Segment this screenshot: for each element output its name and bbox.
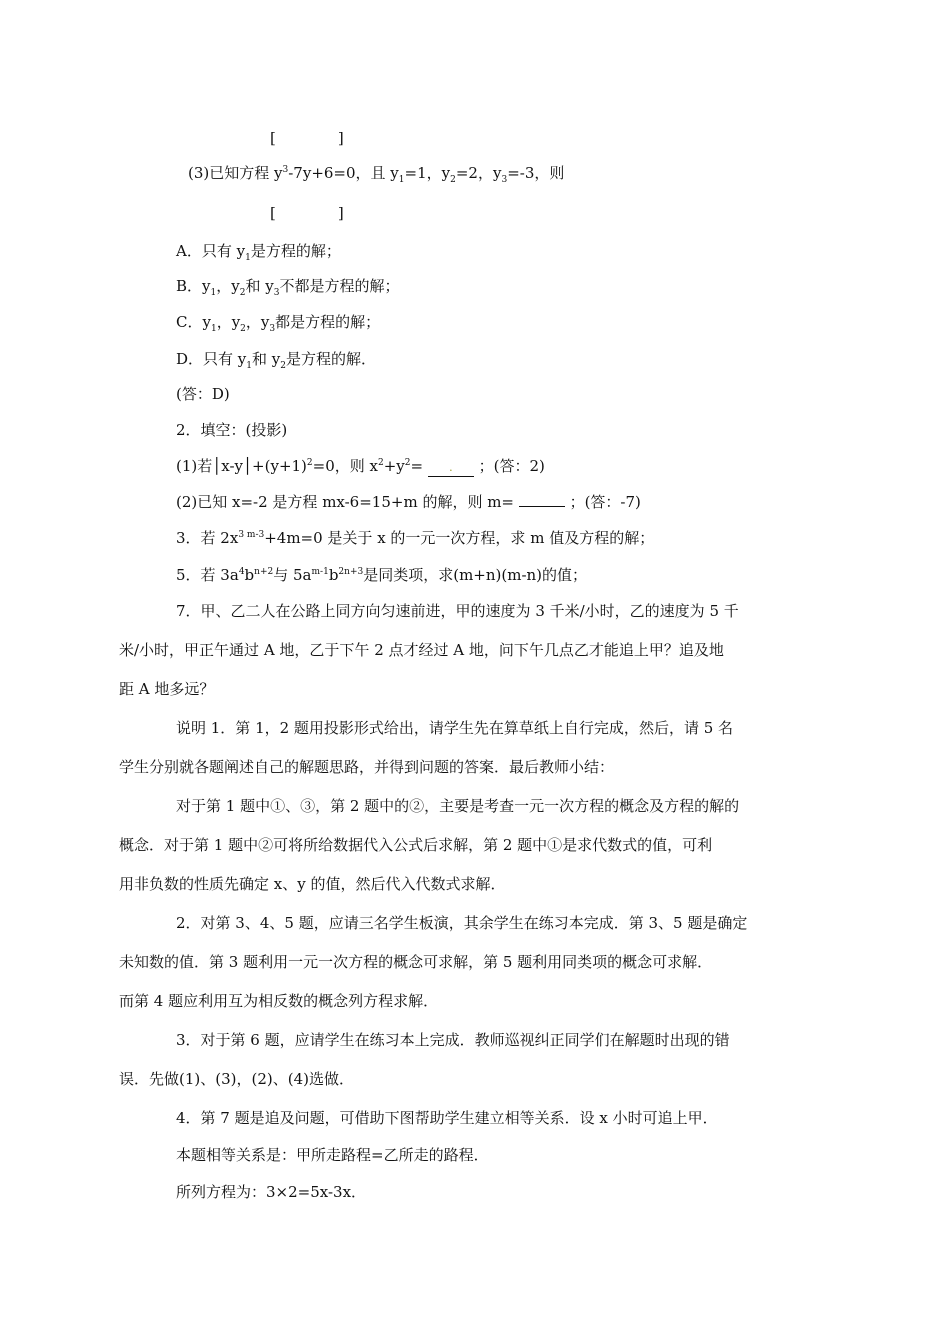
question-3b: 3．若 $2x^{3 m-3}+4m=0$ 是关于 x 的一元一次方程，求 m 值及方程的解； bbox=[176, 529, 655, 547]
option-b: B．$y_1$，$y_2$和 $y_3$不都是方程的解； bbox=[176, 277, 400, 298]
note-line-11: 4．第 7 题是追及问题，可借助下图帮助学生建立相等关系．设 x 小时可追上甲． bbox=[176, 1109, 718, 1127]
bracket-close: ] bbox=[337, 129, 344, 147]
note-line-7: 未知数的值．第 3 题利用一元一次方程的概念可求解，第 5 题利用同类项的概念可求解． bbox=[119, 953, 713, 971]
question-2-title: 2．填空：(投影) bbox=[176, 421, 288, 439]
answer-1: (答：D) bbox=[176, 385, 230, 403]
question-2-2: (2)已知 x=-2 是方程 mx-6=15+m 的解，则 m= ；(答：-7) bbox=[176, 493, 641, 511]
note-line-12: 本题相等关系是：甲所走路程=乙所走的路程． bbox=[176, 1146, 489, 1164]
note-line-4: 概念．对于第 1 题中②可将所给数据代入公式后求解，第 2 题中①是求代数式的值，可利 bbox=[119, 836, 713, 854]
fill-blank-1: . bbox=[428, 458, 474, 477]
question-7-line-2: 米/小时，甲正午通过 A 地，乙于下午 2 点才经过 A 地，问下午几点乙才能追上甲？追及地 bbox=[119, 641, 724, 659]
question-3-stem: (3)已知方程 $y^3-7y+6=0$，且 $y_1=1$，$y_2=2$，$y_3=-3$，则 bbox=[188, 164, 565, 185]
question-7-line-3: 距 A 地多远？ bbox=[119, 680, 215, 698]
answer-bracket-2: [ ] bbox=[270, 204, 344, 222]
note-line-1: 说明 1．第 1，2 题用投影形式给出，请学生先在算草纸上自行完成，然后，请 5 名 bbox=[176, 719, 734, 737]
note-line-6: 2．对第 3、4、5 题，应请三名学生板演，其余学生在练习本完成．第 3、5 题是确定 bbox=[176, 914, 748, 932]
option-a: A．只有 $y_1$是方程的解； bbox=[176, 242, 341, 263]
bracket-open: [ bbox=[270, 129, 276, 147]
note-line-9: 3．对于第 6 题，应请学生在练习本上完成．教师巡视纠正同学们在解题时出现的错 bbox=[176, 1031, 730, 1049]
note-line-13: 所列方程为：3×2=5x-3x． bbox=[176, 1183, 367, 1201]
note-line-3: 对于第 1 题中①、③，第 2 题中的②，主要是考查一元一次方程的概念及方程的解的 bbox=[176, 797, 740, 815]
option-c: C．$y_1$，$y_2$，$y_3$都是方程的解； bbox=[176, 313, 381, 334]
question-5: 5．若 $3a^4b^{n+2}$与 $5a^{m-1}b^{2n+3}$是同类项，求(m+n)(m-n)的值； bbox=[176, 566, 588, 584]
question-7-line-1: 7．甲、乙二人在公路上同方向匀速前进，甲的速度为 3 千米/小时，乙的速度为 5 千 bbox=[176, 602, 739, 620]
note-line-10: 误．先做(1)、(3)，(2)、(4)选做． bbox=[119, 1070, 354, 1088]
question-2-1: (1)若$│x-y│+(y+1)^2=0$，则 $x^2+y^2=$ . ；(答：2) bbox=[176, 457, 545, 475]
note-line-8: 而第 4 题应利用互为相反数的概念列方程求解． bbox=[119, 992, 439, 1010]
fill-blank-2 bbox=[519, 506, 565, 507]
note-line-2: 学生分别就各题阐述自己的解题思路，并得到问题的答案．最后教师小结： bbox=[119, 758, 615, 776]
option-d: D．只有 $y_1$和 $y_2$是方程的解． bbox=[176, 350, 377, 371]
answer-bracket-1 bbox=[270, 128, 344, 148]
note-line-5: 用非负数的性质先确定 x、y 的值，然后代入代数式求解． bbox=[119, 875, 506, 893]
